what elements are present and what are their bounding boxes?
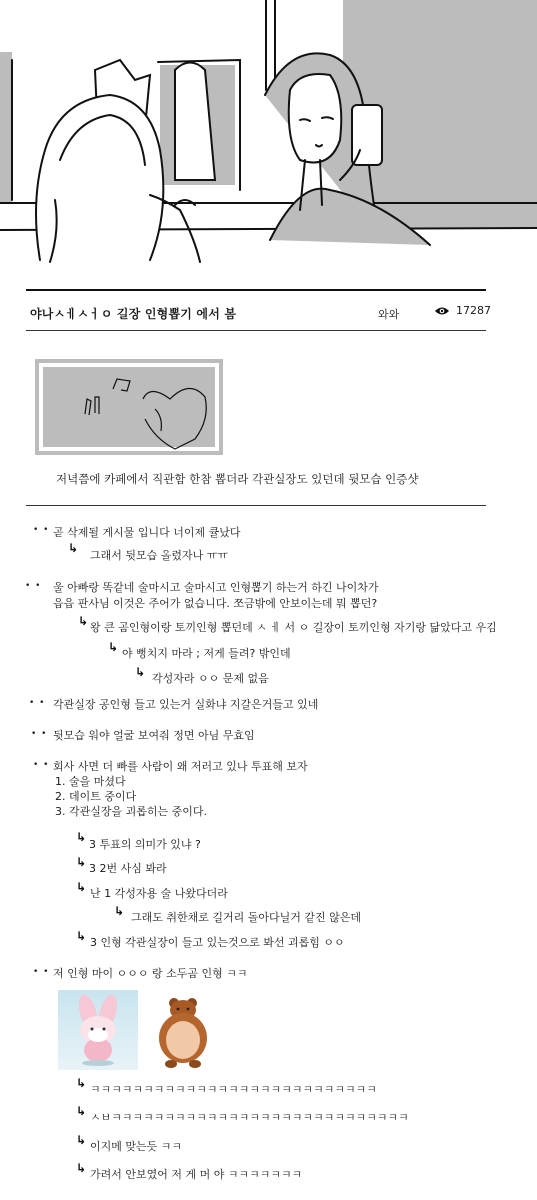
reply-arrow-icon: ↳ xyxy=(76,1104,87,1118)
reply-text: 왕 큰 곰인형이랑 토끼인형 뽑던데 ㅅ ㅔ 서 ㅇ 길장이 토끼인형 자기랑 닮았다고 우김 xyxy=(90,621,497,634)
view-count xyxy=(434,304,491,317)
reply-arrow-icon: ↳ xyxy=(135,665,146,679)
reply-arrow-icon: ↳ xyxy=(76,1076,87,1090)
reply-text: 그래도 취한채로 길거리 돌아다닐거 같진 않은데 xyxy=(131,911,362,924)
reply-text: 각성자라 ㅇㅇ 문제 없음 xyxy=(152,672,269,685)
comment-text: 곧 삭제될 게시물 입니다 너이제 큘났다 xyxy=(53,526,241,539)
comment-text: 뒷모습 워야 얼굴 보여줘 정면 아님 무효임 xyxy=(53,729,255,742)
post-title: 야나ㅅㅔㅅㅓㅇ 길장 인형뽑기 에서 봄 xyxy=(30,307,237,321)
comment-bullet: • • xyxy=(33,967,50,977)
plush-bear-photo[interactable] xyxy=(148,994,218,1070)
divider-top xyxy=(26,289,486,291)
post-photo[interactable] xyxy=(35,359,223,455)
poll-option: 1. 술을 마셨다 xyxy=(55,775,126,788)
reply-text: 3 2번 사심 봐라 xyxy=(89,862,167,875)
reply-arrow-icon: ↳ xyxy=(108,640,119,654)
comment-bullet: • • xyxy=(29,698,46,708)
comment-text: 읍읍 판사님 이것은 주어가 없습니다. 쪼금밖에 안보이는데 뭐 뽑던? xyxy=(53,597,378,610)
comment-bullet: • • xyxy=(25,581,42,591)
comment-text: 각관실장 공인형 들고 있는거 실화냐 지갈은거들고 있네 xyxy=(53,698,319,711)
divider-comments xyxy=(26,505,486,506)
reply-arrow-icon: ↳ xyxy=(76,830,87,844)
reply-text: 3 투표의 의미가 있냐 ? xyxy=(89,838,201,851)
reply-arrow-icon: ↳ xyxy=(68,541,79,555)
reply-arrow-icon: ↳ xyxy=(76,880,87,894)
cover-illustration xyxy=(0,0,537,272)
comment-text: 회사 사면 더 빠를 사람이 왜 저러고 있나 투표해 보자 xyxy=(53,760,308,773)
comment-text: 울 아빠랑 똑같네 술마시고 술마시고 인형뽑기 하는거 하긴 나이차가 xyxy=(53,581,379,594)
divider-title xyxy=(26,330,486,331)
poll-option: 3. 각관실장을 괴롭히는 중이다. xyxy=(55,805,207,818)
poll-option: 2. 데이트 중이다 xyxy=(55,790,137,803)
plush-rabbit-photo[interactable] xyxy=(58,990,138,1070)
eye-icon xyxy=(434,306,450,316)
comment-bullet: • • xyxy=(31,729,48,739)
reply-arrow-icon: ↳ xyxy=(76,855,87,869)
post-author[interactable]: 와와 xyxy=(378,308,400,321)
reply-text: 그래서 뒷모습 올렸자나 ㅠㅠ xyxy=(90,549,229,562)
reply-text: 가려서 안보였어 저 게 머 야 ㅋㅋㅋㅋㅋㅋㅋ xyxy=(90,1168,303,1181)
view-count-value: 17287 xyxy=(456,304,491,317)
reply-text: 이지메 맞는듯 ㅋㅋ xyxy=(90,1140,183,1153)
reply-arrow-icon: ↳ xyxy=(76,929,87,943)
reply-text: 야 뻥치지 마라 ; 저게 들려? 밖인데 xyxy=(122,647,291,660)
reply-text: ㅋㅋㅋㅋㅋㅋㅋㅋㅋㅋㅋㅋㅋㅋㅋㅋㅋㅋㅋㅋㅋㅋㅋㅋㅋㅋㅋ xyxy=(90,1083,377,1096)
comment-bullet: • • xyxy=(33,760,50,770)
post-caption: 저녁쯤에 카페에서 직관함 한참 뽑더라 각관실장도 있던데 뒷모습 인증샷 xyxy=(56,472,419,486)
reply-arrow-icon: ↳ xyxy=(78,614,89,628)
reply-arrow-icon: ↳ xyxy=(114,904,125,918)
reply-arrow-icon: ↳ xyxy=(76,1161,87,1175)
reply-text: 3 인형 각관실장이 들고 있는것으로 봐선 괴롭힘 ㅇㅇ xyxy=(90,936,345,949)
comment-bullet: • • xyxy=(33,525,50,535)
reply-text: 난 1 각성자용 술 나왔다더라 xyxy=(90,887,228,900)
reply-text: ㅅㅂㅋㅋㅋㅋㅋㅋㅋㅋㅋㅋㅋㅋㅋㅋㅋㅋㅋㅋㅋㅋㅋㅋㅋㅋㅋㅋㅋㅋ xyxy=(90,1111,409,1124)
comment-text: 저 인형 마이 ㅇㅇㅇ 랑 소두곰 인형 ㅋㅋ xyxy=(53,967,248,980)
reply-arrow-icon: ↳ xyxy=(76,1133,87,1147)
